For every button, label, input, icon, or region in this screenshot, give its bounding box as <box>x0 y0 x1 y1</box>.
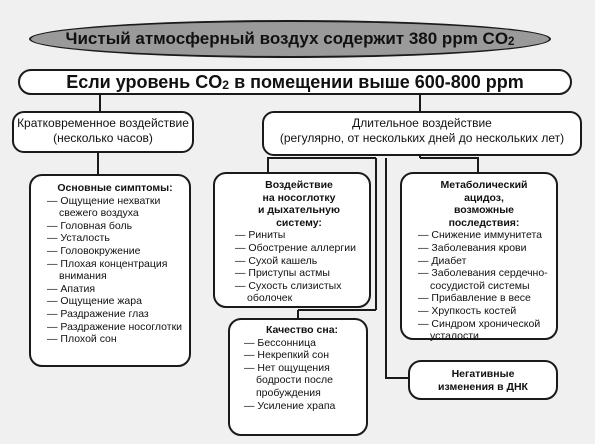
list-item: — Плохой сон <box>47 333 117 346</box>
list-item: — Синдром хронической усталости <box>418 317 541 343</box>
acidosis-heading: Метаболический ацидоз, возможные последствия: <box>440 179 528 229</box>
list-item: — Бессонница <box>244 336 316 349</box>
list-item: — Головная боль <box>47 219 133 232</box>
list-item: — Апатия <box>47 282 96 295</box>
header-title-subscript: 2 <box>508 36 515 49</box>
long-term-subtitle: (регулярно, от нескольких дней до нескольких лет) <box>279 131 565 145</box>
sleep-list <box>244 337 360 413</box>
list-item: — Раздражение носоглотки <box>47 320 183 333</box>
long-term-box <box>262 111 582 156</box>
list-item: — Ощущение жара <box>47 295 142 308</box>
long-term-title: Длительное воздействие <box>352 116 492 130</box>
header-title <box>29 20 551 58</box>
short-term-title: Кратковременное воздействие <box>17 116 189 130</box>
header-title-text: Чистый атмосферный воздух содержит 380 ppm CO <box>65 29 509 48</box>
nasopharynx-card <box>213 172 371 308</box>
list-item: — Сухость слизистых оболочек <box>235 279 342 305</box>
nasopharynx-list <box>235 229 363 305</box>
short-term-box <box>12 111 194 153</box>
sleep-card <box>228 318 368 436</box>
sleep-heading: Качество сна: <box>265 324 339 336</box>
list-item: — Сухой кашель <box>235 254 318 267</box>
list-item: — Ощущение нехватки свежего воздуха <box>47 194 161 220</box>
symptoms-heading: Основные симптомы: <box>57 182 173 194</box>
banner-text-before: Если уровень CO <box>66 71 223 92</box>
list-item: — Нет ощущения бодрости после пробуждения <box>244 361 334 399</box>
acidosis-list <box>418 229 550 342</box>
list-item: — Хрупкость костей <box>418 304 517 317</box>
nasopharynx-heading: Воздействие на носоглотку и дыхательную систему: <box>258 179 340 229</box>
list-item: — Усталость <box>47 232 110 245</box>
list-item: — Обострение аллергии <box>235 241 356 254</box>
list-item: — Усиление храпа <box>244 399 336 412</box>
list-item: — Некрепкий сон <box>244 349 330 362</box>
list-item: — Риниты <box>235 229 286 242</box>
symptoms-card <box>29 174 191 367</box>
symptoms-list <box>47 195 183 346</box>
banner-text-after: в помещении выше 600-800 ppm <box>229 71 524 92</box>
list-item: — Плохая концентрация внимания <box>47 257 168 283</box>
list-item: — Диабет <box>418 254 467 267</box>
short-term-subtitle: (несколько часов) <box>53 131 153 145</box>
banner-subscript: 2 <box>222 78 230 93</box>
acidosis-card <box>400 172 558 343</box>
list-item: — Снижение иммунитета <box>418 229 542 242</box>
list-item: — Прибавление в весе <box>418 292 531 305</box>
list-item: — Раздражение глаз <box>47 307 149 320</box>
list-item: — Приступы астмы <box>235 267 330 280</box>
dna-heading: Негативные изменения в ДНК <box>438 368 528 393</box>
dna-card <box>408 360 558 400</box>
list-item: — Заболевания сердечно-сосудистой системы <box>418 267 548 292</box>
condition-banner <box>18 69 572 95</box>
list-item: — Головокружение <box>47 244 141 257</box>
list-item: — Заболевания крови <box>418 241 527 254</box>
